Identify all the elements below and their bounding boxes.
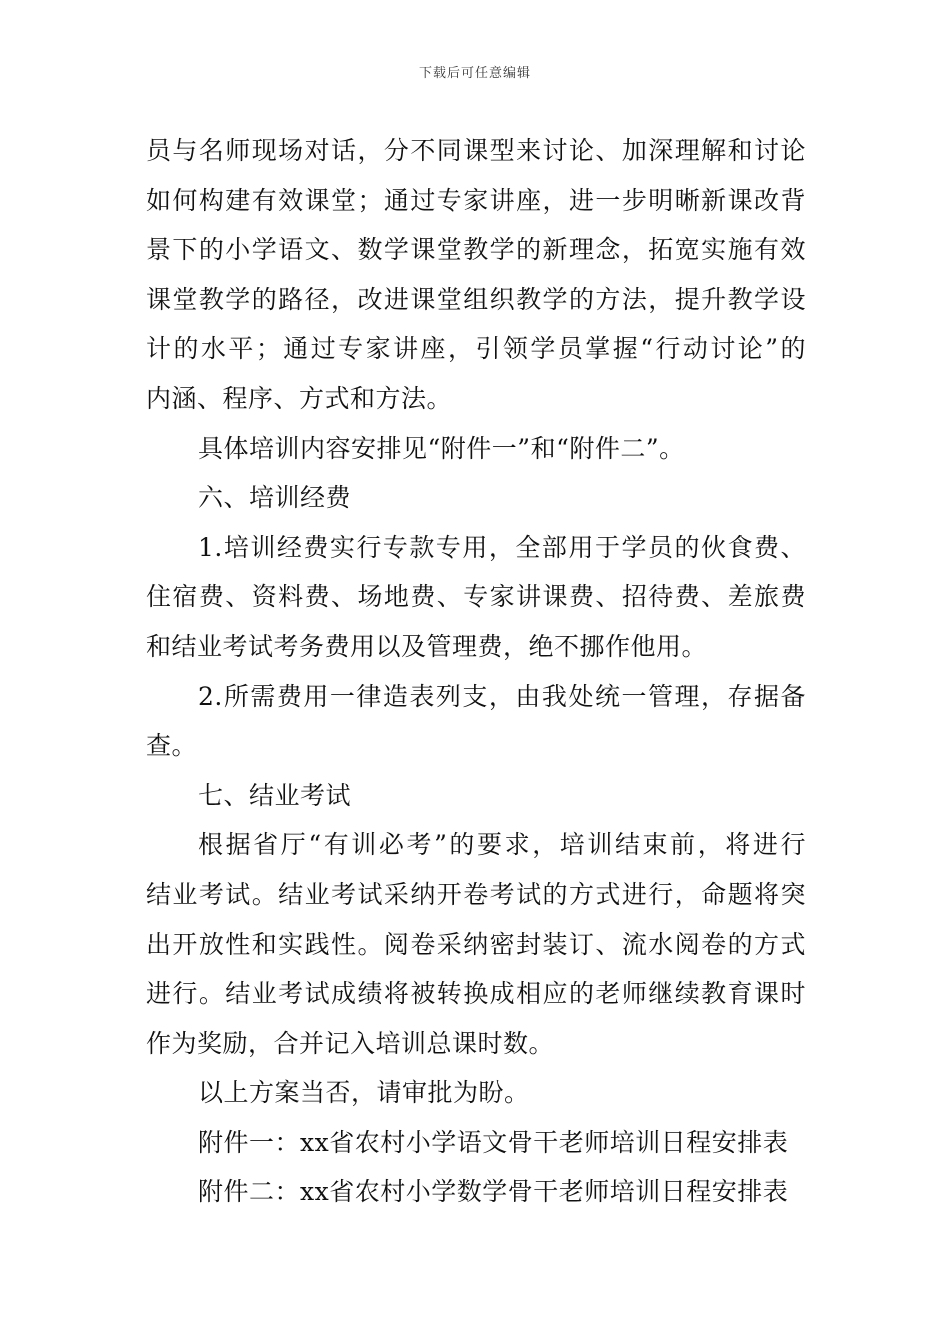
text-line: 作为奖励，合并记入培训总课时数。 — [146, 1028, 555, 1058]
text-line: 景下的小学语文、数学课堂教学的新理念，拓宽实施有效 — [146, 235, 806, 265]
text-line: 员与名师现场对话，分不同课型来讨论、加深理解和讨论 — [146, 136, 806, 165]
closing-request: 以上方案当否，请审批为盼。 — [198, 1078, 530, 1108]
text-line: 1.培训经费实行专款专用，全部用于学员的伙食费、 — [198, 532, 806, 562]
text-line: 进行。结业考试成绩将被转换成相应的老师继续教育课时 — [146, 979, 806, 1009]
attachment-two: 附件二：xx省农村小学数学骨干老师培训日程安排表 — [198, 1177, 789, 1207]
text-line: 如何构建有效课堂；通过专家讲座，进一步明晰新课改背 — [146, 185, 806, 215]
text-line: 2.所需费用一律造表列支，由我处统一管理，存据备 — [198, 681, 806, 711]
section-heading-exam: 七、结业考试 — [198, 780, 352, 810]
text-line: 出开放性和实践性。阅卷采纳密封装订、流水阅卷的方式 — [146, 929, 806, 959]
document-body — [146, 126, 806, 1217]
section-heading-funding: 六、培训经费 — [198, 483, 352, 513]
text-line: 根据省厅“有训必考”的要求，培训结束前，将进行 — [198, 830, 806, 860]
text-line: 结业考试。结业考试采纳开卷考试的方式进行，命题将突 — [146, 879, 806, 909]
text-line: 内涵、程序、方式和方法。 — [146, 383, 453, 413]
text-line: 计的水平；通过专家讲座，引领学员掌握“行动讨论”的 — [146, 334, 806, 364]
attachment-reference: 具体培训内容安排见“附件一”和“附件二”。 — [198, 433, 685, 463]
text-line: 课堂教学的路径，改进课堂组织教学的方法，提升教学设 — [146, 284, 806, 314]
page-header: 下载后可任意编辑 — [418, 66, 531, 81]
text-line: 和结业考试考务费用以及管理费，绝不挪作他用。 — [146, 631, 708, 661]
attachment-one: 附件一：xx省农村小学语文骨干老师培训日程安排表 — [198, 1127, 789, 1157]
text-line: 住宿费、资料费、场地费、专家讲课费、招待费、差旅费 — [146, 582, 806, 612]
text-line: 查。 — [146, 731, 198, 761]
